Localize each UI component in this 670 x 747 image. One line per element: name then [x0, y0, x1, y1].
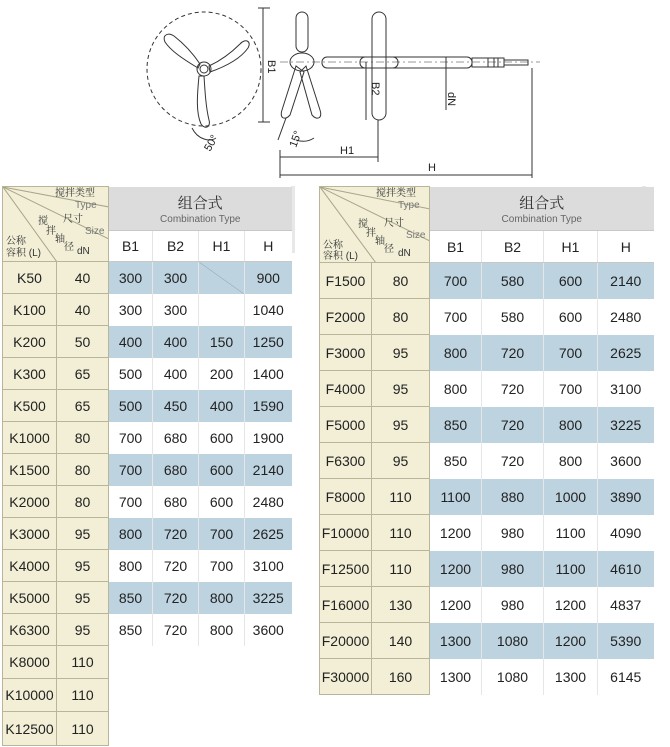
model-cell: F20000 — [320, 623, 372, 659]
model-cell: K200 — [3, 326, 57, 358]
h1-cell: 1300 — [544, 659, 598, 695]
model-cell: K500 — [3, 390, 57, 422]
dn-cell: 130 — [372, 587, 430, 623]
table-row — [3, 358, 292, 390]
b1-cell: 1200 — [430, 587, 482, 623]
table-row — [320, 551, 654, 587]
h1-cell: 1100 — [544, 551, 598, 587]
h-cell: 3100 — [598, 371, 654, 407]
dn-cell: 140 — [372, 623, 430, 659]
blade-2 — [209, 41, 249, 72]
volume-cn: 公称 — [323, 240, 343, 251]
empty-values-cell — [109, 646, 292, 679]
b2-cell: 400 — [153, 358, 199, 390]
model-cell: F12500 — [320, 551, 372, 587]
col-header-h: H — [598, 231, 654, 263]
dn-cell: 95 — [372, 335, 430, 371]
blade-1 — [164, 34, 200, 68]
h1-cell: 800 — [544, 407, 598, 443]
col-header-b2: B2 — [482, 231, 544, 263]
h-cell: 1400 — [245, 358, 292, 390]
dn-cell: 95 — [372, 407, 430, 443]
model-cell: K2000 — [3, 486, 57, 518]
h-cell: 3890 — [598, 479, 654, 515]
h1-cell: 700 — [199, 550, 245, 582]
dn-cell: 95 — [372, 371, 430, 407]
dn-cell: 95 — [372, 443, 430, 479]
table-row — [3, 486, 292, 518]
dn-cell: 65 — [57, 390, 109, 422]
model-cell: F16000 — [320, 587, 372, 623]
combination-header — [430, 187, 654, 231]
h1-cell — [199, 262, 245, 294]
h1-cell: 600 — [544, 299, 598, 335]
dn-cell: 160 — [372, 659, 430, 695]
b1-cell: 500 — [109, 390, 153, 422]
h1-cell: 400 — [199, 390, 245, 422]
model-cell: K50 — [3, 262, 57, 294]
model-cell: F3000 — [320, 335, 372, 371]
h-cell: 2140 — [598, 263, 654, 299]
h-cell: 5390 — [598, 623, 654, 659]
model-cell: F5000 — [320, 407, 372, 443]
dn-cell: 95 — [57, 582, 109, 614]
dn-label: dN — [398, 248, 411, 259]
shaft-char-2: 拌 — [366, 228, 376, 239]
table-row — [320, 479, 654, 515]
combination-subtitle: Combination Type — [160, 213, 241, 225]
dn-cell: 110 — [57, 712, 109, 746]
size-cn: 尺寸 — [384, 218, 404, 229]
b2-cell: 1080 — [482, 623, 544, 659]
combination-title: 组合式 — [519, 194, 565, 212]
table-row — [320, 335, 654, 371]
dn-cell: 110 — [372, 515, 430, 551]
h1-cell: 600 — [544, 263, 598, 299]
b2-cell: 1080 — [482, 659, 544, 695]
shaft-char-4: 径 — [64, 242, 74, 253]
model-cell: F10000 — [320, 515, 372, 551]
left-spec-table — [2, 186, 292, 746]
h1-cell: 1200 — [544, 587, 598, 623]
h-cell: 2480 — [598, 299, 654, 335]
hub-inner — [200, 65, 208, 73]
h1-cell: 700 — [544, 371, 598, 407]
b1-cell: 700 — [109, 454, 153, 486]
h1-cell: 600 — [199, 454, 245, 486]
model-cell: K12500 — [3, 712, 57, 746]
b2-cell: 980 — [482, 551, 544, 587]
h-cell: 2625 — [598, 335, 654, 371]
cross-blade-vertical — [372, 12, 386, 120]
b1-cell: 850 — [109, 582, 153, 614]
h1-cell: 600 — [199, 486, 245, 518]
dn-cell: 110 — [372, 551, 430, 587]
dn-cell: 40 — [57, 294, 109, 326]
table-row — [3, 390, 292, 422]
label-b1: B1 — [265, 60, 277, 74]
right-spec-table — [319, 186, 654, 695]
h-cell: 2625 — [245, 518, 292, 550]
shaft-char-4: 径 — [384, 244, 394, 255]
shaft-char-2: 拌 — [46, 226, 56, 237]
model-cell: K1500 — [3, 454, 57, 486]
dn-label: dN — [77, 246, 90, 257]
model-cell: K100 — [3, 294, 57, 326]
table-row — [3, 294, 292, 326]
shaft-char-3: 轴 — [375, 236, 385, 247]
model-cell: K300 — [3, 358, 57, 390]
dn-cell: 80 — [57, 422, 109, 454]
label-b2: B2 — [369, 82, 381, 96]
model-cell: F6300 — [320, 443, 372, 479]
h1-cell — [199, 294, 245, 326]
label-angle-50: 50° — [202, 133, 221, 154]
hub-blade-up — [296, 12, 308, 52]
b2-cell: 680 — [153, 454, 199, 486]
b1-cell: 700 — [109, 422, 153, 454]
b2-cell: 300 — [153, 262, 199, 294]
b2-cell: 720 — [153, 518, 199, 550]
b1-cell: 800 — [430, 335, 482, 371]
b1-cell: 1300 — [430, 623, 482, 659]
b2-cell: 300 — [153, 294, 199, 326]
dn-cell: 80 — [57, 486, 109, 518]
h1-cell: 800 — [544, 443, 598, 479]
type-cn: 搅拌类型 — [55, 188, 95, 199]
shaft-char-1: 搅 — [358, 219, 368, 230]
h-cell: 4090 — [598, 515, 654, 551]
h-cell: 1040 — [245, 294, 292, 326]
table-row — [320, 263, 654, 299]
b2-cell: 720 — [153, 582, 199, 614]
b1-cell: 1100 — [430, 479, 482, 515]
empty-values-cell — [109, 712, 292, 746]
b1-cell: 500 — [109, 358, 153, 390]
model-cell: K8000 — [3, 646, 57, 679]
table-row — [3, 550, 292, 582]
volume-cn-2: 容积 (L) — [6, 248, 41, 259]
b1-cell: 850 — [430, 407, 482, 443]
dn-cell: 40 — [57, 262, 109, 294]
table-row — [3, 262, 292, 294]
col-header-h1: H1 — [544, 231, 598, 263]
table-row — [3, 646, 292, 679]
b1-cell: 800 — [109, 550, 153, 582]
table-row — [320, 623, 654, 659]
right-corner-header — [320, 187, 430, 263]
table-row — [320, 515, 654, 551]
table-row — [3, 614, 292, 646]
b2-cell: 720 — [482, 371, 544, 407]
table-row — [3, 454, 292, 486]
combination-header — [109, 187, 292, 231]
b2-cell: 720 — [482, 335, 544, 371]
h1-cell: 600 — [199, 422, 245, 454]
rotation-circle — [147, 12, 261, 126]
left-corner-header — [3, 187, 109, 262]
b1-cell: 700 — [430, 299, 482, 335]
dn-cell: 80 — [57, 454, 109, 486]
h-cell: 2140 — [245, 454, 292, 486]
b2-cell: 580 — [482, 299, 544, 335]
type-cn: 搅拌类型 — [376, 188, 416, 199]
b1-cell: 850 — [430, 443, 482, 479]
b1-cell: 850 — [109, 614, 153, 646]
h1-cell: 700 — [544, 335, 598, 371]
b1-cell: 300 — [109, 294, 153, 326]
model-cell: F30000 — [320, 659, 372, 695]
type-en: Type — [75, 200, 97, 211]
b2-cell: 680 — [153, 422, 199, 454]
size-en: Size — [406, 230, 426, 241]
col-header-b1: B1 — [109, 231, 153, 262]
b2-cell: 720 — [482, 407, 544, 443]
h1-cell: 1200 — [544, 623, 598, 659]
b2-cell: 450 — [153, 390, 199, 422]
volume-cn: 公称 — [6, 236, 26, 247]
b2-cell: 720 — [153, 550, 199, 582]
col-header-b2: B2 — [153, 231, 199, 262]
h-cell: 3600 — [598, 443, 654, 479]
h-cell: 1590 — [245, 390, 292, 422]
volume-cn-2: 容积 (L) — [323, 251, 358, 262]
h-cell: 2480 — [245, 486, 292, 518]
dn-cell: 95 — [57, 550, 109, 582]
table-row — [3, 582, 292, 614]
b2-cell: 580 — [482, 263, 544, 299]
h-cell: 4837 — [598, 587, 654, 623]
h-cell: 3225 — [245, 582, 292, 614]
label-angle-15: 15° — [287, 129, 305, 150]
b1-cell: 1300 — [430, 659, 482, 695]
h-cell: 4610 — [598, 551, 654, 587]
combination-title: 组合式 — [177, 194, 223, 212]
model-cell: K3000 — [3, 518, 57, 550]
label-dn: dN — [445, 92, 457, 107]
dn-cell: 65 — [57, 358, 109, 390]
label-h: H — [428, 162, 436, 174]
h-cell: 1250 — [245, 326, 292, 358]
h1-cell: 700 — [199, 518, 245, 550]
table-row — [3, 326, 292, 358]
agitator-drawing — [0, 0, 670, 180]
dn-cell: 110 — [57, 646, 109, 679]
table-row — [3, 712, 292, 746]
b2-cell: 680 — [153, 486, 199, 518]
combination-subtitle: Combination Type — [501, 213, 582, 225]
h-cell: 6145 — [598, 659, 654, 695]
b1-cell: 1200 — [430, 551, 482, 587]
model-cell: K5000 — [3, 582, 57, 614]
b2-cell: 400 — [153, 326, 199, 358]
dn-cell: 80 — [372, 263, 430, 299]
table-row — [3, 422, 292, 454]
dn-cell: 50 — [57, 326, 109, 358]
type-en: Type — [398, 200, 420, 211]
table-row — [320, 443, 654, 479]
h1-cell: 200 — [199, 358, 245, 390]
size-en: Size — [85, 226, 105, 237]
b1-cell: 700 — [430, 263, 482, 299]
table-row — [3, 679, 292, 712]
b1-cell: 800 — [430, 371, 482, 407]
b1-cell: 700 — [109, 486, 153, 518]
dn-cell: 110 — [57, 679, 109, 712]
h-cell: 3600 — [245, 614, 292, 646]
col-header-b1: B1 — [430, 231, 482, 263]
table-row — [3, 518, 292, 550]
dn-cell: 80 — [372, 299, 430, 335]
empty-values-cell — [109, 679, 292, 712]
table-row — [320, 659, 654, 695]
model-cell: F2000 — [320, 299, 372, 335]
dn-cell: 95 — [57, 614, 109, 646]
shaft-char-1: 搅 — [38, 216, 48, 227]
shaft-char-3: 轴 — [55, 234, 65, 245]
h1-cell: 1100 — [544, 515, 598, 551]
model-cell: F4000 — [320, 371, 372, 407]
h-cell: 3225 — [598, 407, 654, 443]
left-table-edge — [291, 186, 295, 253]
col-header-h1: H1 — [199, 231, 245, 262]
model-cell: K10000 — [3, 679, 57, 712]
h-cell: 1900 — [245, 422, 292, 454]
table-row — [320, 407, 654, 443]
col-header-h: H — [245, 231, 292, 262]
table-row — [320, 587, 654, 623]
table-row — [320, 371, 654, 407]
blade-3 — [197, 76, 209, 127]
b2-cell: 720 — [153, 614, 199, 646]
h1-cell: 150 — [199, 326, 245, 358]
b1-cell: 1200 — [430, 515, 482, 551]
h1-cell: 1000 — [544, 479, 598, 515]
model-cell: K4000 — [3, 550, 57, 582]
model-cell: F1500 — [320, 263, 372, 299]
shaft-tip — [504, 60, 528, 65]
model-cell: K6300 — [3, 614, 57, 646]
dn-cell: 110 — [372, 479, 430, 515]
b1-cell: 400 — [109, 326, 153, 358]
h1-cell: 800 — [199, 582, 245, 614]
h1-cell: 800 — [199, 614, 245, 646]
hub-outer — [197, 62, 211, 76]
size-cn: 尺寸 — [63, 214, 83, 225]
b1-cell: 800 — [109, 518, 153, 550]
dn-cell: 95 — [57, 518, 109, 550]
b2-cell: 980 — [482, 515, 544, 551]
b1-cell: 300 — [109, 262, 153, 294]
b2-cell: 720 — [482, 443, 544, 479]
h-cell: 900 — [245, 262, 292, 294]
model-cell: F8000 — [320, 479, 372, 515]
h-cell: 3100 — [245, 550, 292, 582]
b2-cell: 880 — [482, 479, 544, 515]
b2-cell: 980 — [482, 587, 544, 623]
label-h1: H1 — [340, 145, 355, 157]
table-row — [320, 299, 654, 335]
model-cell: K1000 — [3, 422, 57, 454]
